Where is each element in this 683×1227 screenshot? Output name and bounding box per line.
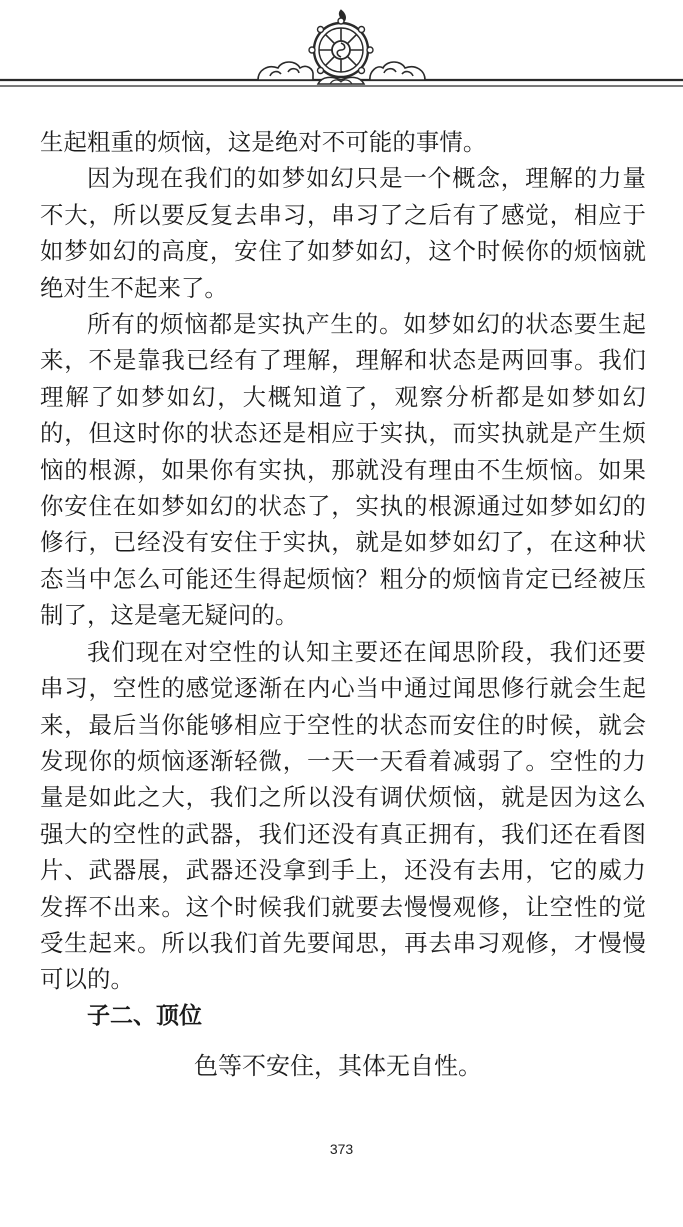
page-body (40, 124, 646, 1084)
paragraph: 所有的烦恼都是实执产生的。如梦如幻的状态要生起来，不是靠我已经有了理解，理解和状态是两回事。我们理解了如梦如幻，大概知道了，观察分析都是如梦如幻的，但这时你的状态还是相应于实执，而实执就是产生烦恼的根源，如果你有实执，那就没有理由不生烦恼。如果你安住在如梦如幻的状态了，实执的根源通过如梦如幻的修行，已经没有安住于实执，就是如梦如幻了，在这种状态当中怎么可能还生得起烦恼？粗分的烦恼肯定已经被压制了，这是毫无疑问的。 (40, 310, 646, 630)
page-number: 373 (329, 1141, 354, 1157)
paragraph-continuation: 生起粗重的烦恼，这是绝对不可能的事情。 (40, 128, 487, 156)
cloud-scroll-right-icon (370, 62, 425, 80)
verse-line: 色等不安住，其体无自性。 (194, 1052, 482, 1081)
paragraph: 我们现在对空性的认知主要还在闻思阶段，我们还要串习，空性的感觉逐渐在内心当中通过闻思修行就会生起来，最后当你能够相应于空性的状态而安住的时候，就会发现你的烦恼逐渐轻微，一天一天看着减弱了。空性的力量是如此之大，我们之所以没有调伏烦恼，就是因为这么强大的空性的武器，我们还没有真正拥有，我们还在看图片、武器展，武器还没拿到手上，还没有去用，它的威力发挥不出来。这个时候我们就要去慢慢观修，让空性的觉受生起来。所以我们首先要闻思，再去串习观修，才慢慢可以的。 (40, 637, 646, 994)
header-ornament (0, 0, 683, 110)
cloud-scroll-left-icon (258, 62, 313, 80)
section-heading: 子二、顶位 (87, 1002, 202, 1029)
dharma-wheel-icon (309, 10, 373, 84)
paragraph: 因为现在我们的如梦如幻只是一个概念，理解的力量不大，所以要反复去串习，串习了之后有了感觉，相应于如梦如幻的高度，安住了如梦如幻，这个时候你的烦恼就绝对生不起来了。 (40, 164, 646, 302)
